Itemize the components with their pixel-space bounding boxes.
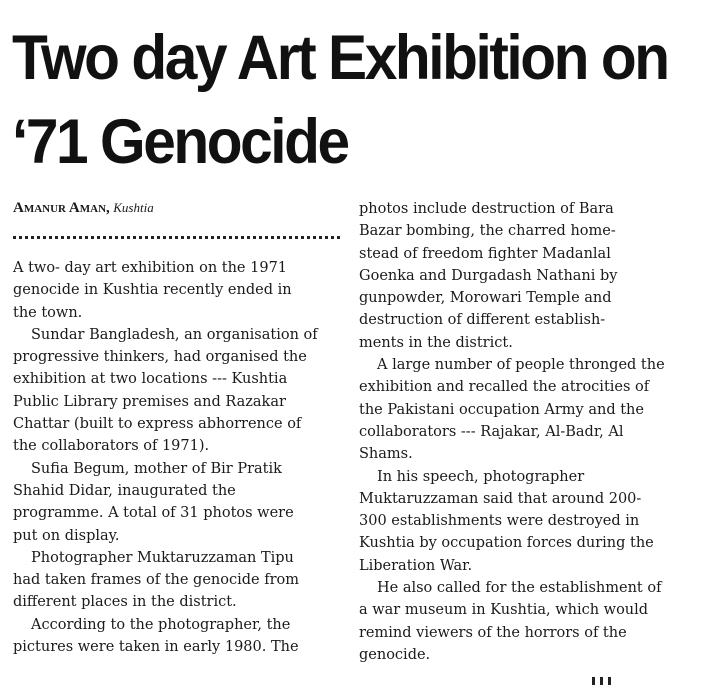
article-line: collaborators --- Rajakar, Al-Badr, Al bbox=[359, 423, 624, 440]
article-line: exhibition at two locations --- Kushtia bbox=[13, 371, 288, 388]
article-line: put on display. bbox=[13, 527, 120, 544]
article-line: the town. bbox=[13, 304, 83, 321]
article-line: 300 establishments were destroyed in bbox=[359, 513, 640, 530]
article-line: remind viewers of the horrors of the bbox=[359, 624, 627, 641]
headline bbox=[12, 16, 668, 184]
article-line: Public Library premises and Razakar bbox=[13, 393, 286, 410]
article-line: programme. A total of 31 photos were bbox=[13, 505, 294, 522]
article-line: Liberation War. bbox=[359, 557, 473, 574]
article-line: Muktaruzzaman said that around 200- bbox=[359, 490, 642, 507]
article-line: different places in the district. bbox=[13, 594, 237, 611]
byline-location: Kushtia bbox=[113, 200, 154, 215]
article-line: He also called for the establishment of bbox=[377, 580, 662, 597]
byline bbox=[13, 200, 154, 217]
article-line: the Pakistani occupation Army and the bbox=[359, 401, 644, 418]
article-line: Bazar bombing, the charred home- bbox=[359, 223, 616, 240]
article-line: A large number of people thronged the bbox=[377, 357, 665, 374]
article-line: pictures were taken in early 1980. The bbox=[13, 639, 299, 656]
article-line: Goenka and Durgadash Nathani by bbox=[359, 267, 618, 284]
article-line: According to the photographer, the bbox=[31, 616, 291, 633]
article-line: A two- day art exhibition on the 1971 bbox=[13, 260, 288, 276]
article-line: genocide. bbox=[359, 646, 431, 663]
article-line: destruction of different establish- bbox=[359, 312, 606, 329]
article-column-left bbox=[13, 257, 353, 658]
byline-author: Amanur Aman, bbox=[13, 200, 110, 216]
article-line: gunpowder, Morowari Temple and bbox=[359, 290, 612, 307]
article-line: had taken frames of the genocide from bbox=[13, 572, 299, 589]
article-line: progressive thinkers, had organised the bbox=[13, 349, 307, 366]
article-line: stead of freedom fighter Madanlal bbox=[359, 245, 611, 262]
article-line: Sufia Begum, mother of Bir Pratik bbox=[31, 460, 282, 477]
article-line: the collaborators of 1971). bbox=[13, 438, 210, 455]
article-line: Photographer Muktaruzzaman Tipu bbox=[31, 549, 294, 566]
article-line: Chattar (built to express abhorrence of bbox=[13, 416, 302, 433]
article-line: Shahid Didar, inaugurated the bbox=[13, 482, 236, 499]
dotted-divider bbox=[13, 236, 340, 239]
article-line: a war museum in Kushtia, which would bbox=[359, 602, 649, 619]
article-line: genocide in Kushtia recently ended in bbox=[13, 282, 292, 299]
article-line: Kushtia by occupation forces during the bbox=[359, 535, 654, 552]
column-end-marks bbox=[592, 674, 616, 688]
headline-line-1: Two day Art Exhibition on bbox=[12, 23, 668, 93]
article-column-right bbox=[359, 198, 699, 666]
article-line: photos include destruction of Bara bbox=[359, 201, 614, 217]
article-line: ments in the district. bbox=[359, 334, 513, 351]
headline-line-2: ‘71 Genocide bbox=[12, 107, 348, 177]
article-line: exhibition and recalled the atrocities of bbox=[359, 379, 650, 396]
article-line: Shams. bbox=[359, 446, 413, 463]
article-line: In his speech, photographer bbox=[377, 468, 585, 485]
article-line: Sundar Bangladesh, an organisation of bbox=[31, 326, 318, 343]
